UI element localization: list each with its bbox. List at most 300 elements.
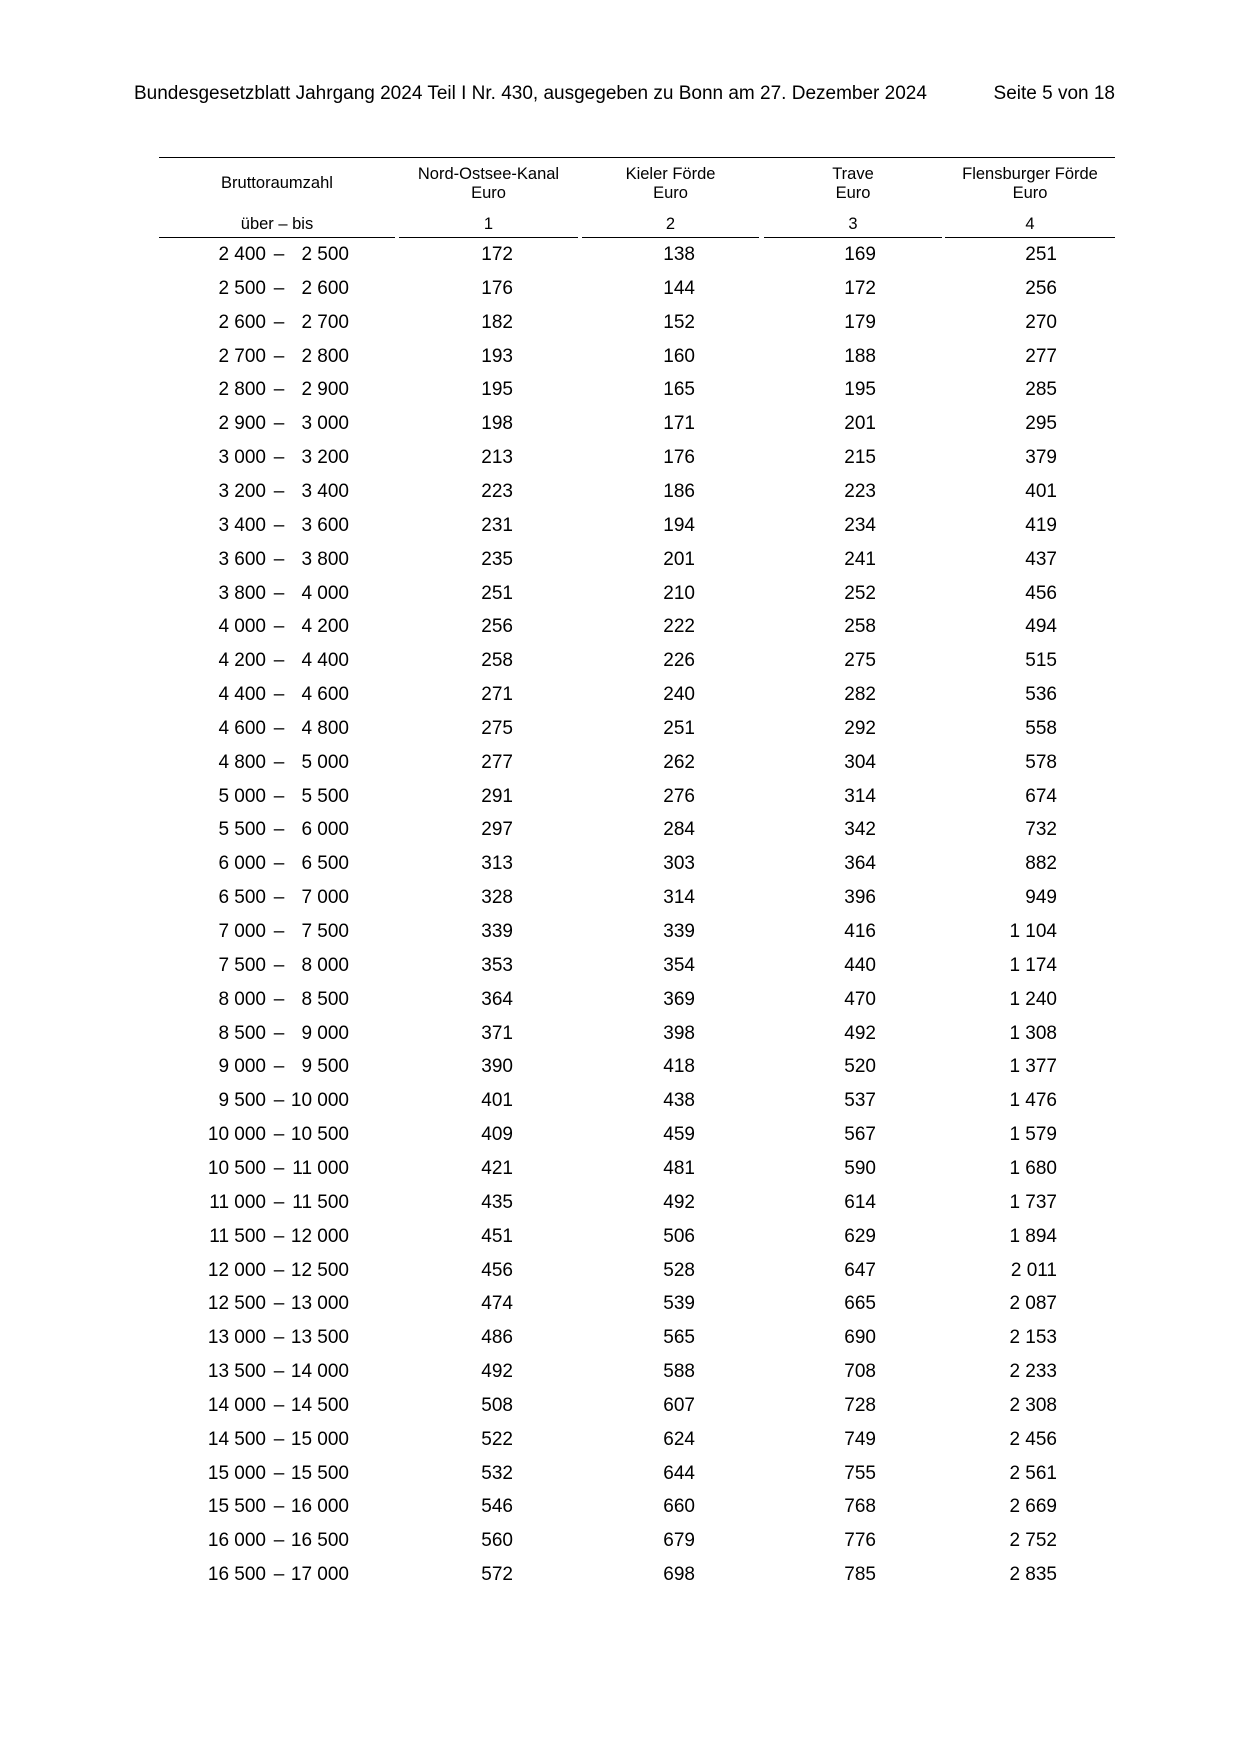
range-from: 4 800 <box>218 751 266 773</box>
table-row <box>0 915 1241 949</box>
value-kieler-foerde: 284 <box>663 819 695 841</box>
table-row <box>0 1017 1241 1051</box>
value-nord-ostsee-kanal: 474 <box>481 1293 513 1315</box>
range-separator: – <box>273 684 285 706</box>
range-to: 5 500 <box>301 785 349 807</box>
table-row <box>0 1287 1241 1321</box>
table-row <box>0 746 1241 780</box>
value-flensburger-foerde: 494 <box>1025 616 1057 638</box>
value-trave: 234 <box>844 514 876 536</box>
range-separator: – <box>273 751 285 773</box>
value-flensburger-foerde: 1 894 <box>1009 1225 1057 1247</box>
table-row <box>0 509 1241 543</box>
value-trave: 364 <box>844 853 876 875</box>
value-trave: 755 <box>844 1462 876 1484</box>
value-nord-ostsee-kanal: 435 <box>481 1191 513 1213</box>
value-nord-ostsee-kanal: 508 <box>481 1394 513 1416</box>
range-to: 13 000 <box>290 1293 349 1315</box>
range-to: 10 000 <box>290 1090 349 1112</box>
column-header-gross-tonnage: Bruttoraumzahl <box>221 174 333 192</box>
value-trave: 785 <box>844 1564 876 1586</box>
value-trave: 169 <box>844 244 876 265</box>
value-flensburger-foerde: 285 <box>1025 379 1057 401</box>
value-kieler-foerde: 398 <box>663 1022 695 1044</box>
value-nord-ostsee-kanal: 258 <box>481 650 513 672</box>
value-flensburger-foerde: 2 308 <box>1009 1394 1057 1416</box>
value-trave: 665 <box>844 1293 876 1315</box>
table-row <box>0 678 1241 712</box>
value-flensburger-foerde: 1 377 <box>1009 1056 1057 1078</box>
column-name: Nord-Ostsee-Kanal <box>417 165 560 183</box>
value-trave: 590 <box>844 1157 876 1179</box>
value-trave: 188 <box>844 345 876 367</box>
value-flensburger-foerde: 1 680 <box>1009 1157 1057 1179</box>
range-to: 15 000 <box>290 1428 349 1450</box>
value-nord-ostsee-kanal: 213 <box>481 447 513 469</box>
table-row <box>0 373 1241 407</box>
range-separator: – <box>273 413 285 435</box>
range-from: 3 800 <box>218 582 266 604</box>
value-trave: 768 <box>844 1496 876 1518</box>
value-flensburger-foerde: 401 <box>1025 480 1057 502</box>
range-to: 14 500 <box>290 1394 349 1416</box>
value-trave: 749 <box>844 1428 876 1450</box>
value-kieler-foerde: 160 <box>663 345 695 367</box>
table-row <box>0 1084 1241 1118</box>
range-from: 11 500 <box>209 1225 266 1247</box>
value-kieler-foerde: 276 <box>663 785 695 807</box>
table-top-rule <box>159 157 1115 158</box>
column-number-2: 2 <box>665 215 676 233</box>
range-to: 6 000 <box>301 819 349 841</box>
value-flensburger-foerde: 674 <box>1025 785 1057 807</box>
range-from: 8 000 <box>218 988 266 1010</box>
value-nord-ostsee-kanal: 176 <box>481 277 513 299</box>
table-row <box>0 1389 1241 1423</box>
table-row <box>0 1524 1241 1558</box>
column-name: Trave <box>832 165 874 183</box>
column-number-1: 1 <box>483 215 494 233</box>
column-subheader-range: über – bis <box>240 215 314 233</box>
value-kieler-foerde: 138 <box>663 244 695 265</box>
range-to: 9 500 <box>301 1056 349 1078</box>
value-kieler-foerde: 492 <box>663 1191 695 1213</box>
value-trave: 396 <box>844 887 876 909</box>
table-row <box>0 543 1241 577</box>
value-flensburger-foerde: 295 <box>1025 413 1057 435</box>
value-nord-ostsee-kanal: 339 <box>481 921 513 942</box>
range-to: 2 800 <box>301 345 349 367</box>
value-kieler-foerde: 222 <box>663 616 695 638</box>
range-from: 7 500 <box>218 954 266 976</box>
range-to: 3 600 <box>301 514 349 536</box>
table-row <box>0 813 1241 847</box>
range-separator: – <box>273 1191 285 1213</box>
table-row <box>0 1490 1241 1524</box>
value-flensburger-foerde: 2 087 <box>1009 1293 1057 1315</box>
value-kieler-foerde: 226 <box>663 650 695 672</box>
table-row <box>0 1423 1241 1457</box>
value-trave: 292 <box>844 717 876 739</box>
value-flensburger-foerde: 1 104 <box>1009 921 1057 942</box>
value-nord-ostsee-kanal: 560 <box>481 1530 513 1552</box>
range-separator: – <box>273 582 285 604</box>
value-kieler-foerde: 251 <box>663 717 695 739</box>
range-to: 15 500 <box>290 1462 349 1484</box>
range-from: 3 200 <box>218 480 266 502</box>
range-separator: – <box>273 819 285 841</box>
value-kieler-foerde: 660 <box>663 1496 695 1518</box>
value-flensburger-foerde: 732 <box>1025 819 1057 841</box>
value-kieler-foerde: 144 <box>663 277 695 299</box>
range-from: 2 700 <box>218 345 266 367</box>
range-separator: – <box>273 447 285 469</box>
value-nord-ostsee-kanal: 172 <box>481 244 513 265</box>
range-separator: – <box>273 1394 285 1416</box>
range-to: 2 700 <box>301 311 349 333</box>
range-to: 8 500 <box>301 988 349 1010</box>
range-from: 6 000 <box>218 853 266 875</box>
range-from: 2 500 <box>218 277 266 299</box>
value-trave: 629 <box>844 1225 876 1247</box>
value-nord-ostsee-kanal: 401 <box>481 1090 513 1112</box>
range-from: 6 500 <box>218 887 266 909</box>
table-row <box>0 1118 1241 1152</box>
value-nord-ostsee-kanal: 297 <box>481 819 513 841</box>
range-to: 16 000 <box>290 1496 349 1518</box>
table-row <box>0 475 1241 509</box>
value-nord-ostsee-kanal: 456 <box>481 1259 513 1281</box>
range-separator: – <box>273 345 285 367</box>
value-trave: 416 <box>844 921 876 942</box>
range-to: 5 000 <box>301 751 349 773</box>
value-kieler-foerde: 201 <box>663 548 695 570</box>
range-to: 7 500 <box>301 921 349 942</box>
value-kieler-foerde: 152 <box>663 311 695 333</box>
column-unit: Euro <box>471 184 506 202</box>
range-separator: – <box>273 1496 285 1518</box>
range-from: 16 500 <box>207 1564 266 1586</box>
range-to: 11 500 <box>292 1191 349 1213</box>
value-trave: 195 <box>844 379 876 401</box>
table-row <box>0 577 1241 611</box>
range-separator: – <box>273 1056 285 1078</box>
range-from: 12 000 <box>207 1259 266 1281</box>
value-nord-ostsee-kanal: 275 <box>481 717 513 739</box>
column-name: Flensburger Förde <box>962 165 1098 183</box>
column-header-trave <box>764 165 942 203</box>
value-kieler-foerde: 644 <box>663 1462 695 1484</box>
value-kieler-foerde: 588 <box>663 1361 695 1383</box>
range-separator: – <box>273 548 285 570</box>
value-flensburger-foerde: 1 240 <box>1009 988 1057 1010</box>
value-trave: 241 <box>844 548 876 570</box>
value-nord-ostsee-kanal: 182 <box>481 311 513 333</box>
range-from: 10 000 <box>207 1124 266 1146</box>
range-separator: – <box>273 1157 285 1179</box>
table-row <box>0 949 1241 983</box>
value-trave: 470 <box>844 988 876 1010</box>
range-to: 14 000 <box>290 1361 349 1383</box>
column-unit: Euro <box>653 184 688 202</box>
range-from: 15 000 <box>207 1462 266 1484</box>
table-row <box>0 1050 1241 1084</box>
value-kieler-foerde: 303 <box>663 853 695 875</box>
range-to: 16 500 <box>290 1530 349 1552</box>
range-separator: – <box>273 1564 285 1586</box>
range-from: 5 000 <box>218 785 266 807</box>
value-flensburger-foerde: 1 308 <box>1009 1022 1057 1044</box>
table-row <box>0 407 1241 441</box>
range-separator: – <box>273 1428 285 1450</box>
value-flensburger-foerde: 882 <box>1025 853 1057 875</box>
value-flensburger-foerde: 277 <box>1025 345 1057 367</box>
value-kieler-foerde: 262 <box>663 751 695 773</box>
table-row <box>0 306 1241 340</box>
table-row <box>0 1355 1241 1389</box>
range-to: 4 000 <box>301 582 349 604</box>
value-nord-ostsee-kanal: 235 <box>481 548 513 570</box>
value-kieler-foerde: 459 <box>663 1124 695 1146</box>
range-from: 14 500 <box>207 1428 266 1450</box>
range-from: 4 200 <box>218 650 266 672</box>
value-flensburger-foerde: 251 <box>1025 244 1057 265</box>
table-row <box>0 1321 1241 1355</box>
range-separator: – <box>273 1361 285 1383</box>
value-trave: 567 <box>844 1124 876 1146</box>
value-kieler-foerde: 624 <box>663 1428 695 1450</box>
value-flensburger-foerde: 2 561 <box>1009 1462 1057 1484</box>
range-from: 11 000 <box>209 1191 266 1213</box>
column-header-kieler-foerde <box>582 165 759 203</box>
table-row <box>0 847 1241 881</box>
range-to: 7 000 <box>301 887 349 909</box>
range-from: 13 500 <box>207 1361 266 1383</box>
range-from: 7 000 <box>218 921 266 942</box>
value-flensburger-foerde: 578 <box>1025 751 1057 773</box>
value-trave: 728 <box>844 1394 876 1416</box>
range-from: 4 600 <box>218 717 266 739</box>
table-row <box>0 340 1241 374</box>
table-row <box>0 983 1241 1017</box>
range-separator: – <box>273 717 285 739</box>
range-separator: – <box>273 480 285 502</box>
table-row <box>0 881 1241 915</box>
table-row <box>0 1254 1241 1288</box>
value-kieler-foerde: 438 <box>663 1090 695 1112</box>
value-kieler-foerde: 354 <box>663 954 695 976</box>
table-row <box>0 780 1241 814</box>
range-to: 12 000 <box>290 1225 349 1247</box>
range-from: 13 000 <box>207 1327 266 1349</box>
value-trave: 690 <box>844 1327 876 1349</box>
value-nord-ostsee-kanal: 251 <box>481 582 513 604</box>
table-row <box>0 1558 1241 1592</box>
value-flensburger-foerde: 270 <box>1025 311 1057 333</box>
range-from: 4 400 <box>218 684 266 706</box>
range-to: 2 900 <box>301 379 349 401</box>
value-flensburger-foerde: 2 669 <box>1009 1496 1057 1518</box>
range-separator: – <box>273 988 285 1010</box>
table-row <box>0 441 1241 475</box>
range-separator: – <box>273 954 285 976</box>
value-nord-ostsee-kanal: 231 <box>481 514 513 536</box>
value-trave: 342 <box>844 819 876 841</box>
value-nord-ostsee-kanal: 546 <box>481 1496 513 1518</box>
range-to: 3 200 <box>301 447 349 469</box>
range-separator: – <box>273 1090 285 1112</box>
value-trave: 252 <box>844 582 876 604</box>
value-kieler-foerde: 186 <box>663 480 695 502</box>
range-to: 12 500 <box>290 1259 349 1281</box>
value-trave: 708 <box>844 1361 876 1383</box>
value-trave: 179 <box>844 311 876 333</box>
value-flensburger-foerde: 558 <box>1025 717 1057 739</box>
value-nord-ostsee-kanal: 451 <box>481 1225 513 1247</box>
range-to: 2 600 <box>301 277 349 299</box>
range-separator: – <box>273 1462 285 1484</box>
range-from: 5 500 <box>218 819 266 841</box>
table-row <box>0 644 1241 678</box>
value-kieler-foerde: 528 <box>663 1259 695 1281</box>
value-kieler-foerde: 607 <box>663 1394 695 1416</box>
range-from: 15 500 <box>207 1496 266 1518</box>
range-separator: – <box>273 379 285 401</box>
range-separator: – <box>273 311 285 333</box>
value-kieler-foerde: 506 <box>663 1225 695 1247</box>
value-nord-ostsee-kanal: 195 <box>481 379 513 401</box>
value-flensburger-foerde: 2 752 <box>1009 1530 1057 1552</box>
value-flensburger-foerde: 2 456 <box>1009 1428 1057 1450</box>
value-flensburger-foerde: 1 476 <box>1009 1090 1057 1112</box>
range-from: 3 600 <box>218 548 266 570</box>
range-from: 3 000 <box>218 447 266 469</box>
range-separator: – <box>273 1327 285 1349</box>
value-kieler-foerde: 698 <box>663 1564 695 1586</box>
range-separator: – <box>273 1259 285 1281</box>
value-flensburger-foerde: 256 <box>1025 277 1057 299</box>
column-unit: Euro <box>835 184 871 202</box>
value-nord-ostsee-kanal: 271 <box>481 684 513 706</box>
column-header-nord-ostsee-kanal <box>399 165 578 203</box>
range-separator: – <box>273 616 285 638</box>
range-separator: – <box>273 853 285 875</box>
column-name: Kieler Förde <box>625 165 716 183</box>
value-nord-ostsee-kanal: 409 <box>481 1124 513 1146</box>
value-flensburger-foerde: 419 <box>1025 514 1057 536</box>
range-separator: – <box>273 1225 285 1247</box>
value-flensburger-foerde: 949 <box>1025 887 1057 909</box>
value-trave: 647 <box>844 1259 876 1281</box>
value-trave: 275 <box>844 650 876 672</box>
value-trave: 172 <box>844 277 876 299</box>
column-number-3: 3 <box>848 215 858 233</box>
value-nord-ostsee-kanal: 193 <box>481 345 513 367</box>
value-kieler-foerde: 176 <box>663 447 695 469</box>
range-to: 4 400 <box>301 650 349 672</box>
value-nord-ostsee-kanal: 492 <box>481 1361 513 1383</box>
range-to: 13 500 <box>290 1327 349 1349</box>
range-separator: – <box>273 514 285 536</box>
value-trave: 776 <box>844 1530 876 1552</box>
value-nord-ostsee-kanal: 353 <box>481 954 513 976</box>
value-trave: 258 <box>844 616 876 638</box>
value-nord-ostsee-kanal: 364 <box>481 988 513 1010</box>
value-flensburger-foerde: 2 011 <box>1010 1259 1057 1281</box>
page-number: Seite 5 von 18 <box>993 83 1115 104</box>
value-flensburger-foerde: 437 <box>1025 548 1057 570</box>
value-flensburger-foerde: 536 <box>1025 684 1057 706</box>
range-separator: – <box>273 1530 285 1552</box>
value-nord-ostsee-kanal: 486 <box>481 1327 513 1349</box>
value-trave: 223 <box>844 480 876 502</box>
range-to: 9 000 <box>301 1022 349 1044</box>
range-separator: – <box>273 1124 285 1146</box>
value-flensburger-foerde: 456 <box>1025 582 1057 604</box>
value-nord-ostsee-kanal: 277 <box>481 751 513 773</box>
range-from: 9 500 <box>218 1090 266 1112</box>
value-flensburger-foerde: 379 <box>1025 447 1057 469</box>
value-nord-ostsee-kanal: 572 <box>481 1564 513 1586</box>
value-nord-ostsee-kanal: 198 <box>481 413 513 435</box>
value-nord-ostsee-kanal: 223 <box>481 480 513 502</box>
value-trave: 314 <box>844 785 876 807</box>
value-kieler-foerde: 240 <box>663 684 695 706</box>
range-to: 2 500 <box>301 244 349 265</box>
table-row <box>0 1220 1241 1254</box>
value-nord-ostsee-kanal: 421 <box>481 1157 513 1179</box>
value-kieler-foerde: 418 <box>663 1056 695 1078</box>
value-nord-ostsee-kanal: 371 <box>481 1022 513 1044</box>
table-row <box>0 1457 1241 1491</box>
range-from: 3 400 <box>218 514 266 536</box>
table-row <box>0 272 1241 306</box>
value-trave: 614 <box>844 1191 876 1213</box>
range-to: 11 000 <box>292 1157 349 1179</box>
value-trave: 215 <box>844 447 876 469</box>
value-flensburger-foerde: 2 153 <box>1009 1327 1057 1349</box>
range-to: 3 400 <box>301 480 349 502</box>
value-kieler-foerde: 539 <box>663 1293 695 1315</box>
value-nord-ostsee-kanal: 390 <box>481 1056 513 1078</box>
range-to: 8 000 <box>301 954 349 976</box>
range-from: 2 600 <box>218 311 266 333</box>
range-from: 14 000 <box>207 1394 266 1416</box>
value-kieler-foerde: 339 <box>663 921 695 942</box>
value-nord-ostsee-kanal: 522 <box>481 1428 513 1450</box>
range-from: 2 400 <box>218 244 266 265</box>
range-separator: – <box>273 650 285 672</box>
range-from: 4 000 <box>218 616 266 638</box>
value-trave: 537 <box>844 1090 876 1112</box>
value-kieler-foerde: 194 <box>663 514 695 536</box>
value-trave: 440 <box>844 954 876 976</box>
value-nord-ostsee-kanal: 313 <box>481 853 513 875</box>
value-kieler-foerde: 314 <box>663 887 695 909</box>
value-nord-ostsee-kanal: 256 <box>481 616 513 638</box>
range-to: 6 500 <box>301 853 349 875</box>
range-separator: – <box>273 1293 285 1315</box>
range-from: 8 500 <box>218 1022 266 1044</box>
value-flensburger-foerde: 1 174 <box>1009 954 1057 976</box>
table-row <box>0 238 1241 272</box>
table-row <box>0 1186 1241 1220</box>
value-trave: 520 <box>844 1056 876 1078</box>
value-nord-ostsee-kanal: 328 <box>481 887 513 909</box>
value-kieler-foerde: 679 <box>663 1530 695 1552</box>
value-flensburger-foerde: 515 <box>1025 650 1057 672</box>
value-kieler-foerde: 171 <box>663 413 695 435</box>
